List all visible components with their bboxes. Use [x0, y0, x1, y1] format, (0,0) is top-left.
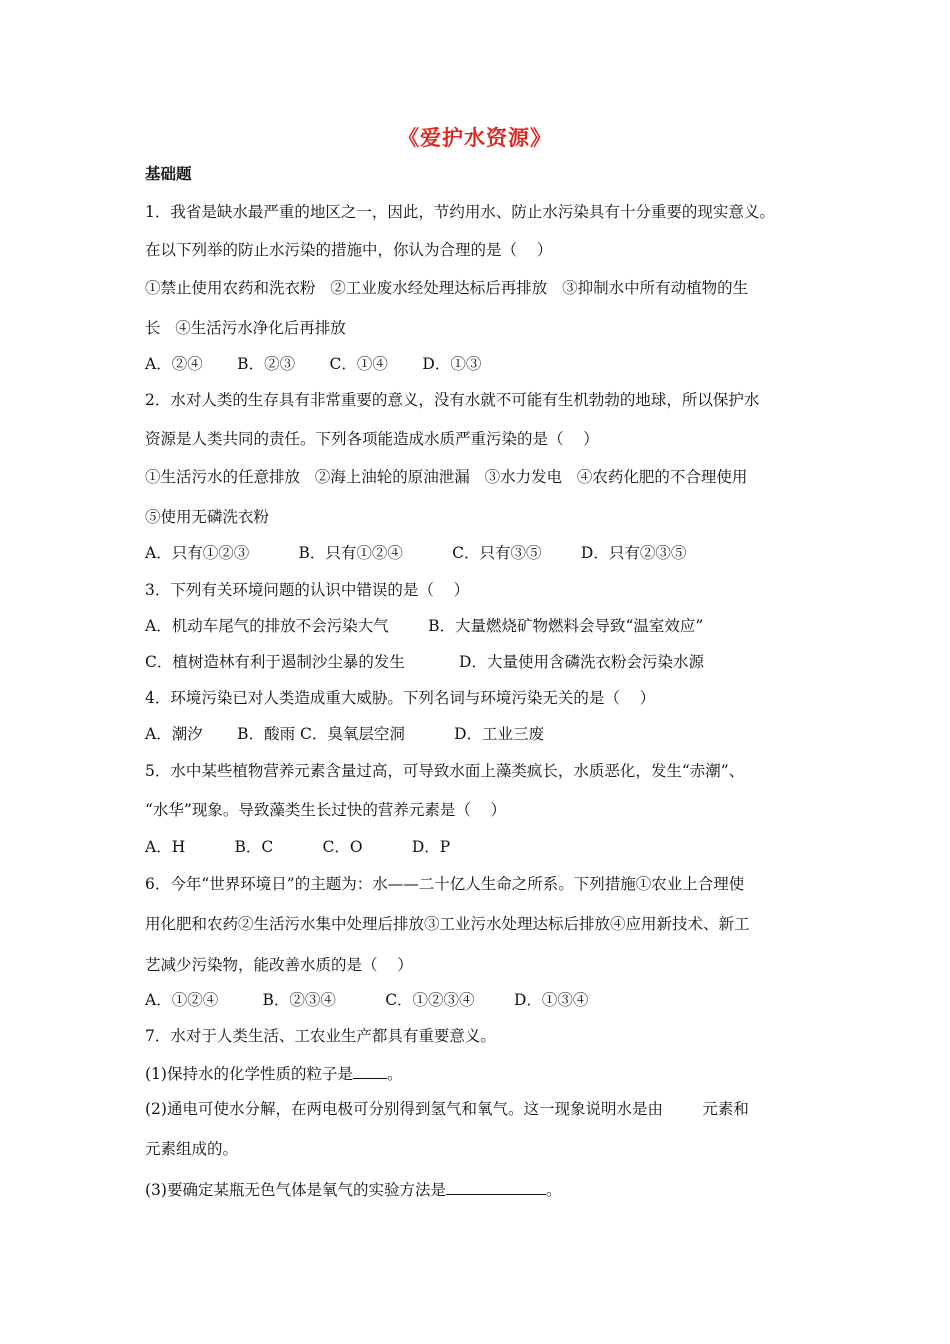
q7-part3-end: 。 — [545, 1181, 562, 1199]
q1-items-line2: 长 ④生活污水净化后再排放 — [145, 319, 346, 337]
q5-stem-line1: 5．水中某些植物营养元素含量过高，可导致水面上藻类疯长，水质恶化，发生“赤潮”、 — [145, 762, 745, 780]
q2-stem-line2: 资源是人类共同的责任。下列各项能造成水质严重污染的是（ ） — [145, 430, 599, 448]
q7-part3 — [145, 1178, 561, 1200]
q6-stem-line3: 艺减少污染物，能改善水质的是（ ） — [145, 956, 413, 974]
q6-stem-line1: 6．今年“世界环境日”的主题为：水——二十亿人生命之所系。下列措施①农业上合理使 — [145, 875, 745, 893]
q2-items-line1: ①生活污水的任意排放 ②海上油轮的原油泄漏 ③水力发电 ④农药化肥的不合理使用 — [145, 468, 748, 486]
q2-stem-line1: 2．水对人类的生存具有非常重要的意义，没有水就不可能有生机勃勃的地球，所以保护水 — [145, 391, 760, 409]
q4-stem: 4．环境污染已对人类造成重大威胁。下列名词与环境污染无关的是（ ） — [145, 689, 656, 707]
q4-options: A．潮汐 B．酸雨 C．臭氧层空洞 D．工业三废 — [145, 725, 545, 743]
q7-part1-end: 。 — [386, 1065, 403, 1083]
section-heading: 基础题 — [145, 164, 192, 183]
answer-blank — [446, 1178, 546, 1195]
q7-part1-text: (1)保持水的化学性质的粒子是 — [145, 1065, 353, 1083]
q6-options: A．①②④ B．②③④ C．①②③④ D．①③④ — [145, 991, 589, 1009]
q2-options: A．只有①②③ B．只有①②④ C．只有③⑤ D．只有②③⑤ — [145, 544, 687, 562]
q7-part2-line1: (2)通电可使水分解，在两电极可分别得到氢气和氧气。这一现象说明水是由 元素和 — [145, 1100, 749, 1118]
q1-stem-line2: 在以下列举的防止水污染的措施中，你认为合理的是（ ） — [145, 241, 553, 259]
q1-options: A．②④ B．②③ C．①④ D．①③ — [145, 355, 482, 373]
page-title: 《爱护水资源》 — [398, 125, 552, 150]
q7-part2-line2: 元素组成的。 — [145, 1140, 239, 1158]
q5-options: A．H B．C C．O D．P — [145, 838, 451, 856]
q2-items-line2: ⑤使用无磷洗衣粉 — [145, 508, 270, 526]
q7-stem: 7．水对于人类生活、工农业生产都具有重要意义。 — [145, 1027, 496, 1045]
q3-options-ab: A．机动车尾气的排放不会污染大气 B．大量燃烧矿物燃料会导致“温室效应” — [145, 617, 704, 635]
q5-stem-line2: “水华”现象。导致藻类生长过快的营养元素是（ ） — [145, 801, 507, 819]
q1-items-line1: ①禁止使用农药和洗衣粉 ②工业废水经处理达标后再排放 ③抑制水中所有动植物的生 — [145, 279, 749, 297]
q7-part1 — [145, 1062, 402, 1084]
q3-options-cd: C．植树造林有利于遏制沙尘暴的发生 D．大量使用含磷洗衣粉会污染水源 — [145, 653, 704, 671]
q7-part3-text: (3)要确定某瓶无色气体是氧气的实验方法是 — [145, 1181, 446, 1199]
q3-stem: 3．下列有关环境问题的认识中错误的是（ ） — [145, 581, 470, 599]
q6-stem-line2: 用化肥和农药②生活污水集中处理后排放③工业污水处理达标后排放④应用新技术、新工 — [145, 915, 750, 933]
answer-blank — [353, 1062, 387, 1079]
q1-stem-line1: 1．我省是缺水最严重的地区之一，因此，节约用水、防止水污染具有十分重要的现实意义。 — [145, 203, 775, 221]
